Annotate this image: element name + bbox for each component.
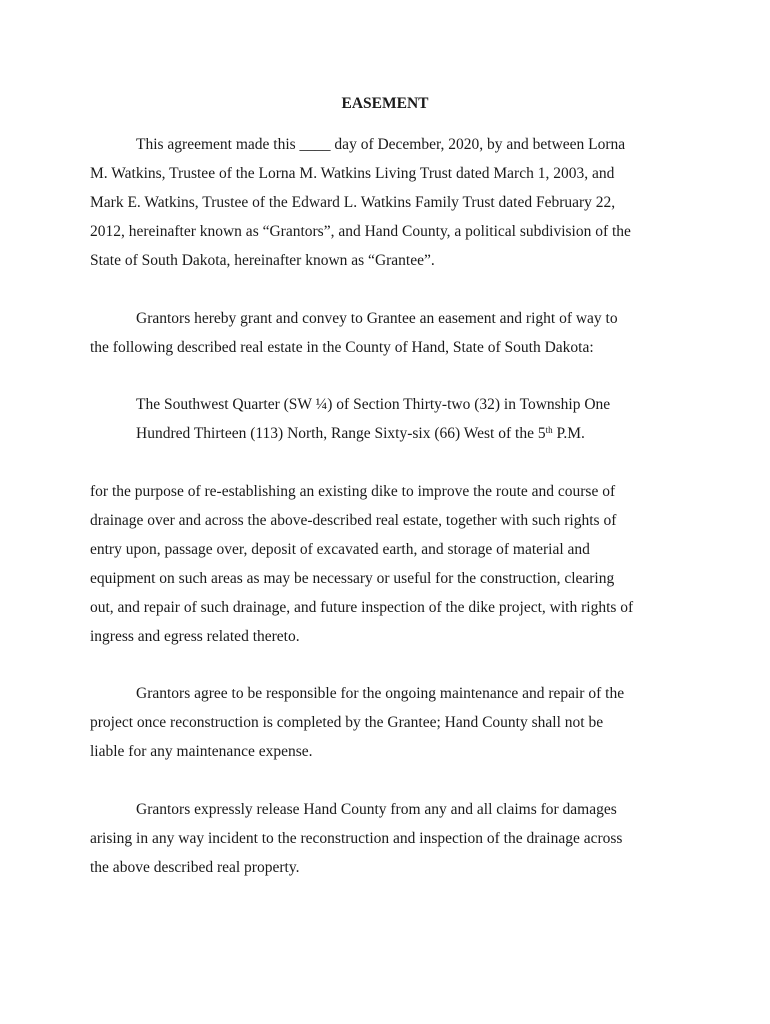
- paragraph-line: Grantors agree to be responsible for the ongoing maintenance and repair of the: [136, 685, 625, 702]
- paragraph-line: arising in any way incident to the reconstruction and inspection of the drainage across: [90, 830, 623, 847]
- paragraph-maintenance: [90, 679, 690, 766]
- paragraph-line: the above described real property.: [90, 859, 300, 876]
- paragraph-line: Grantors expressly release Hand County from any and all claims for damages: [136, 801, 617, 818]
- paragraph-release: [90, 795, 690, 882]
- paragraph-line: for the purpose of re-establishing an existing dike to improve the route and course of: [90, 483, 616, 500]
- legal-description-text: P.M.: [552, 425, 585, 442]
- paragraph-line: M. Watkins, Trustee of the Lorna M. Watkins Living Trust dated March 1, 2003, and: [90, 165, 615, 182]
- paragraph-line: drainage over and across the above-described real estate, together with such rights of: [90, 512, 617, 529]
- legal-description-text: Hundred Thirteen (113) North, Range Sixty-six (66) West of the 5: [136, 425, 546, 442]
- paragraph-line: equipment on such areas as may be necessary or useful for the construction, clearing: [90, 570, 615, 587]
- legal-description-line: The Southwest Quarter (SW ¼) of Section Thirty-two (32) in Township One: [136, 396, 611, 413]
- paragraph-line: liable for any maintenance expense.: [90, 743, 313, 760]
- paragraph-line: project once reconstruction is completed by the Grantee; Hand County shall not be: [90, 714, 604, 731]
- paragraph-agreement-parties: [90, 130, 690, 275]
- paragraph-line: ingress and egress related thereto.: [90, 628, 300, 645]
- paragraph-purpose: [90, 477, 690, 651]
- paragraph-line: entry upon, passage over, deposit of excavated earth, and storage of material and: [90, 541, 590, 558]
- legal-description: [136, 390, 696, 448]
- paragraph-line: out, and repair of such drainage, and future inspection of the dike project, with rights of: [90, 599, 634, 616]
- paragraph-grant: [90, 304, 690, 362]
- paragraph-line: the following described real estate in the County of Hand, State of South Dakota:: [90, 339, 594, 356]
- paragraph-line: Grantors hereby grant and convey to Grantee an easement and right of way to: [136, 310, 618, 327]
- paragraph-line: State of South Dakota, hereinafter known as “Grantee”.: [90, 252, 435, 269]
- paragraph-line: This agreement made this ____ day of December, 2020, by and between Lorna: [136, 136, 626, 153]
- legal-description-line: [136, 419, 696, 448]
- document-title: EASEMENT: [341, 95, 429, 112]
- paragraph-line: Mark E. Watkins, Trustee of the Edward L. Watkins Family Trust dated February 22,: [90, 194, 616, 211]
- paragraph-line: 2012, hereinafter known as “Grantors”, and Hand County, a political subdivision of the: [90, 223, 631, 240]
- ordinal-suffix: th: [545, 425, 553, 435]
